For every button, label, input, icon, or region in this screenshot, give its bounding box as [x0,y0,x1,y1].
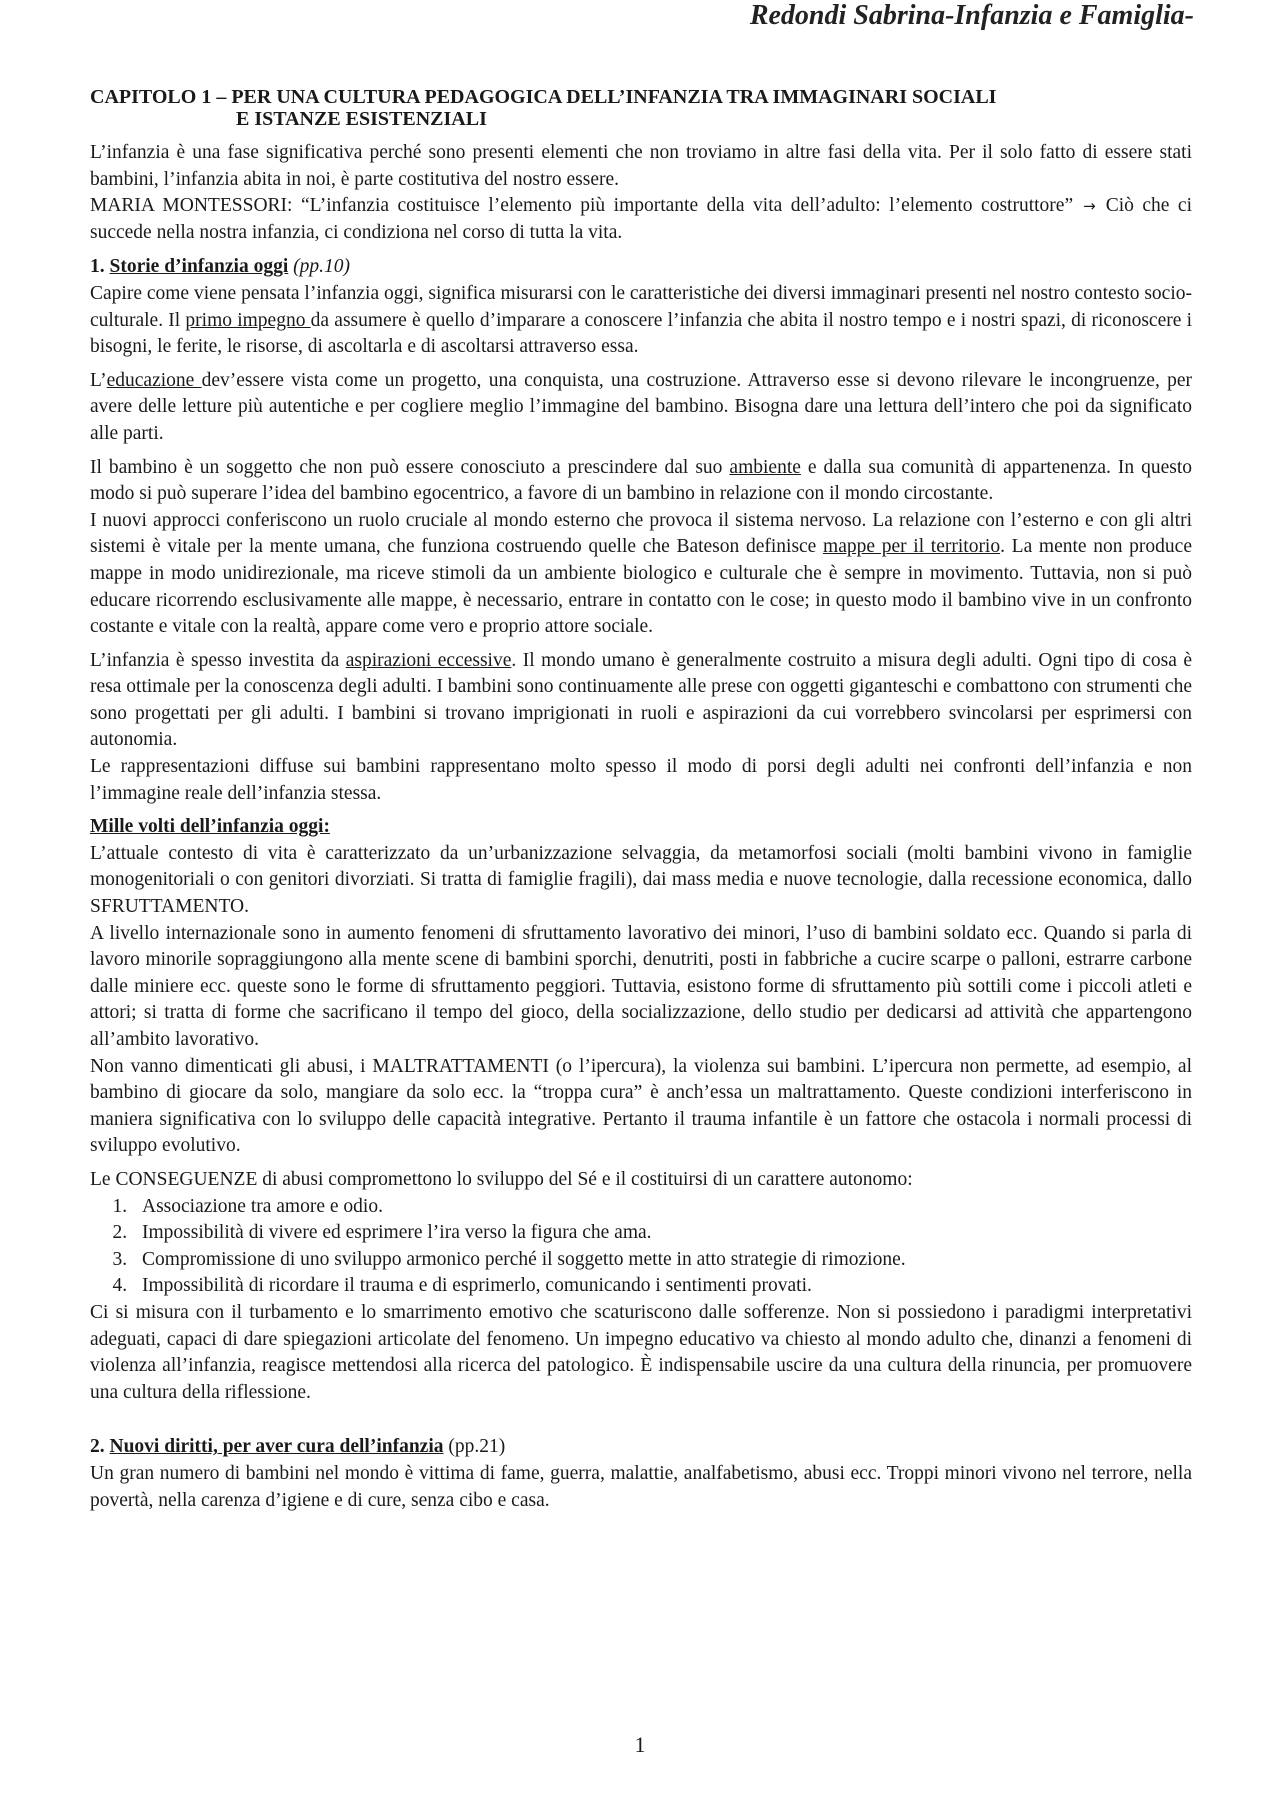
section-number: 2. [90,1436,105,1458]
text-span: L’ [90,369,107,391]
subsection-heading: Mille volti dell’infanzia oggi: [90,816,330,838]
section-heading-2 [90,1434,1192,1461]
quote-conclusion: Ciò che ci succede nella nostra infanzia, ci condiziona nel corso di tutta la vita. [90,195,1193,243]
text-span: Capire come viene pensata l’infanzia oggi, significa misurarsi con le caratteristiche dei diversi immaginari presenti nel nostro contesto socio-culturale. Il [90,282,1192,331]
paragraph: Un gran numero di bambini nel mondo è vittima di fame, guerra, malattie, analfabetismo, abusi ecc. Troppi minori vivono nel terrore, nella povertà, nella carenza d’igiene e di cure, senza cibo e casa. [90,1462,1192,1511]
chapter-title-line2: E ISTANZE ESISTENZIALI [236,108,487,130]
section-title: Storie d’infanzia oggi [109,256,289,278]
intro-paragraph: L’infanzia è una fase significativa perché sono presenti elementi che non troviamo in altre fasi della vita. Per il solo fatto di essere stati bambini, l’infanzia abita in noi, è parte costitutiva del nostro essere. [90,142,1192,190]
list-item: 1. Associazione tra amore e odio. [132,1194,1192,1221]
chapter-title [90,86,1192,130]
text-span: . Il mondo umano è generalmente costruito a misura degli adulti. Ogni tipo di cosa è resa ottimale per la conoscenza degli adulti. I bambini sono continuamente alle prese con oggetti giganteschi e combattono con strumenti che sono progettati per gli adulti. I bambini si trovano imprigionati in ruoli e aspirazioni da cui vorrebbero svincolarsi per esprimersi con autonomia. [90,649,1192,751]
text-span: dev’essere vista come un progetto, una conquista, una costruzione. Attraverso esse si devono rilevare le incongruenze, per avere delle letture più autentiche e per cogliere meglio l’immagine del bambino. Bisogna dare una lettura dell’intero che poi da significato alle parti. [90,369,1192,444]
paragraph: Le CONSEGUENZE di abusi compromettono lo sviluppo del Sé e il costituirsi di un carattere autonomo: [90,1168,913,1190]
paragraph [90,281,1192,361]
section-title: Nuovi diritti, per aver cura dell’infanzia [109,1436,444,1458]
list-item: 2. Impossibilità di vivere ed esprimere l’ira verso la figura che ama. [132,1220,1192,1247]
list-item: 3. Compromissione di uno sviluppo armonico perché il soggetto mette in atto strategie di rimozione. [132,1247,1192,1274]
paragraph [90,455,1192,508]
text-span: e dalla sua comunità di appartenenza. In questo modo si può superare l’idea del bambino egocentrico, a favore di un bambino in relazione con il mondo circostante. [90,456,1192,505]
text-span: da assumere è quello d’imparare a conoscere l’infanzia che abita il nostro tempo e i nostri spazi, di riconoscere i bisogni, le ferite, le risorse, di ascoltarla e di ascoltarsi attraverso essa. [90,309,1192,358]
list-item: 4. Impossibilità di ricordare il trauma e di esprimerlo, comunicando i sentimenti provati. [132,1273,1192,1300]
document-body [90,86,1192,1514]
paragraph: Non vanno dimenticati gli abusi, i MALTRATTAMENTI (o l’ipercura), la violenza sui bambini. L’ipercura non permette, ad esempio, al bambino di giocare da solo, mangiare da solo ecc. la “troppa cura” è anch’essa un maltrattamento. Queste condizioni interferiscono in maniera significativa con lo sviluppo delle capacità integrative. Pertanto il trauma infantile è un fattore che ostacola i normali processi di sviluppo evolutivo. [90,1055,1192,1157]
section-pages: (pp.10) [293,256,350,278]
paragraph: A livello internazionale sono in aumento fenomeni di sfruttamento lavorativo dei minori, l’uso di bambini soldato ecc. Quando si parla di lavoro minorile sopraggiungono alla mente scene di bambini sporchi, denutriti, posti in fabbriche a cucire scarpe o palloni, estrarre carbone dalle miniere ecc. queste sono le forme di sfruttamento peggiori. Tuttavia, esistono forme di sfruttamento più sottili come i piccoli atleti e attori; si tratta di forme che sacrificano il tempo del gioco, della socializzazione, dello studio per dedicarsi ad attività che appartengono all’ambito lavorativo. [90,922,1192,1050]
consequences-list [90,1194,1192,1300]
arrow-right-icon: → [1083,197,1096,216]
paragraph: L’attuale contesto di vita è caratterizzato da un’urbanizzazione selvaggia, da metamorfosi sociali (molti bambini vivono in famiglie monogenitoriali o con genitori divorziati. Si tratta di famiglie fragili), dai mass media e nuove tecnologie, dalla recessione economica, dallo SFRUTTAMENTO. [90,842,1192,918]
underlined-term: primo impegno [185,309,311,331]
section-pages: (pp.21) [448,1436,506,1458]
text-span: L’infanzia è spesso investita da [90,649,346,671]
section-heading-1 [90,254,1192,281]
paragraph: Ci si misura con il turbamento e lo smarrimento emotivo che scaturiscono dalle sofferenze. Non si possiedono i paradigmi interpretativi adeguati, capaci di dare spiegazioni articolate del fenomeno. Un impegno educativo va chiesto al mondo adulto che, dinanzi a fenomeni di violenza all’infanzia, reagisce mettendosi alla ricerca del patologico. È indispensabile uscire da una cultura della rinuncia, per promuovere una cultura della riflessione. [90,1301,1192,1403]
chapter-title-line1: CAPITOLO 1 – PER UNA CULTURA PEDAGOGICA DELL’INFANZIA TRA IMMAGINARI SOCIALI [90,86,997,108]
montessori-quote [90,193,1192,246]
underlined-term: mappe per il territorio [823,536,1001,558]
paragraph [90,648,1192,754]
section-number: 1. [90,256,105,278]
page-header: Redondi Sabrina-Infanzia e Famiglia- [749,0,1194,31]
underlined-term: aspirazioni eccessive [345,649,512,671]
paragraph [90,368,1192,448]
text-span: Il bambino è un soggetto che non può essere conosciuto a prescindere dal suo [90,456,730,478]
quote-text: MARIA MONTESSORI: “L’infanzia costituisce l’elemento più importante della vita dell’adulto: l’elemento costruttore” [90,195,1074,217]
text-span: I nuovi approcci conferiscono un ruolo cruciale al mondo esterno che provoca il sistema nervoso. La relazione con l’esterno e con gli altri sistemi è vitale per la mente umana, che funziona costruendo quelle che Bateson definisce [90,509,1192,558]
underlined-term: educazione [106,369,202,391]
page-number: 1 [634,1732,646,1757]
paragraph: Le rappresentazioni diffuse sui bambini rappresentano molto spesso il modo di porsi degli adulti nei confronti dell’infanzia e non l’immagine reale dell’infanzia stessa. [90,756,1192,804]
paragraph [90,508,1192,641]
underlined-term: ambiente [729,456,801,478]
text-span: . La mente non produce mappe in modo unidirezionale, ma riceve stimoli da un ambiente biologico e culturale che è sempre in movimento. Tuttavia, non si può educare ricorrendo esclusivamente alle mappe, è necessario, entrare in contatto con le cose; in questo modo il bambino vive in un confronto costante e vitale con la realtà, appare come vero e proprio attore sociale. [90,536,1192,638]
